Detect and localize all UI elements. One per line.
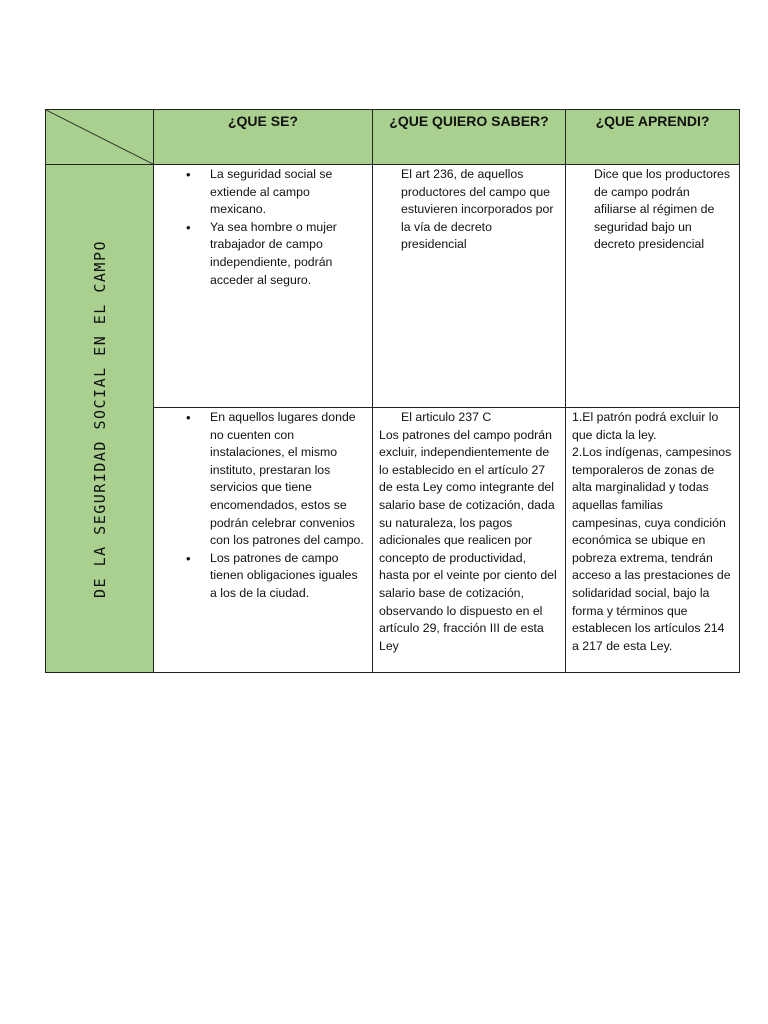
diagonal-line	[46, 110, 153, 164]
cell-text: 2.Los indígenas, campesinos temporaleros de zonas de alta marginalidad y todas aquellas familias campesinas, cuya condición económica se ubique en pobreza extrema, tendrán acceso a las prestaciones de solidaridad social, bajo la forma y términos que establecen los artículos 214 a 217 de esta Ley.	[572, 445, 732, 653]
corner-cell	[46, 110, 154, 165]
side-label: DE LA SEGURIDAD SOCIAL EN EL CAMPO	[90, 239, 109, 598]
cell-que-quiero-saber	[373, 408, 566, 673]
cell-text: El art 236, de aquellos productores del campo que estuvieren incorporados por la vía de decreto presidencial	[401, 167, 554, 252]
cell-title: El articulo 237 C	[401, 410, 492, 424]
header-que-aprendi: ¿QUE APRENDI?	[566, 110, 740, 165]
cell-que-se	[154, 165, 373, 408]
list-item: • En aquellos lugares donde no cuenten con instalaciones, el mismo instituto, prestaran los servicios que tiene encomendados, estos se podrán celebrar convenios con los patrones del campo.	[210, 409, 364, 550]
header-row	[46, 110, 740, 165]
cell-text: Dice que los productores de campo podrán afiliarse al régimen de seguridad bajo un decreto presidencial	[594, 167, 731, 252]
header-que-se: ¿QUE SE?	[154, 110, 373, 165]
cell-que-quiero-saber	[373, 165, 566, 408]
cell-text: Los patrones del campo podrán excluir, independientemente de lo establecido en el artículo 27 de esta Ley como integrante del salario base de cotización, dada su naturaleza, los pagos adicionales que realicen por concepto de productividad, hasta por el veinte por ciento del salario base de cotización, observando lo dispuesto en el artículo 29, fracción III de esta Ley	[379, 427, 557, 653]
cell-text: 1.El patrón podrá excluir lo que dicta la ley.	[572, 410, 719, 442]
list-item: • Ya sea hombre o mujer trabajador de campo independiente, podrán acceder al seguro.	[210, 219, 364, 289]
table-row	[46, 165, 740, 408]
cell-que-se	[154, 408, 373, 673]
side-label-cell	[46, 165, 154, 673]
header-que-quiero-saber: ¿QUE QUIERO SABER?	[373, 110, 566, 165]
kwl-table	[45, 109, 740, 673]
list-item: • Los patrones de campo tienen obligaciones iguales a los de la ciudad.	[210, 550, 364, 603]
list-item: • La seguridad social se extiende al campo mexicano.	[210, 166, 364, 219]
cell-que-aprendi	[566, 408, 740, 673]
cell-que-aprendi	[566, 165, 740, 408]
